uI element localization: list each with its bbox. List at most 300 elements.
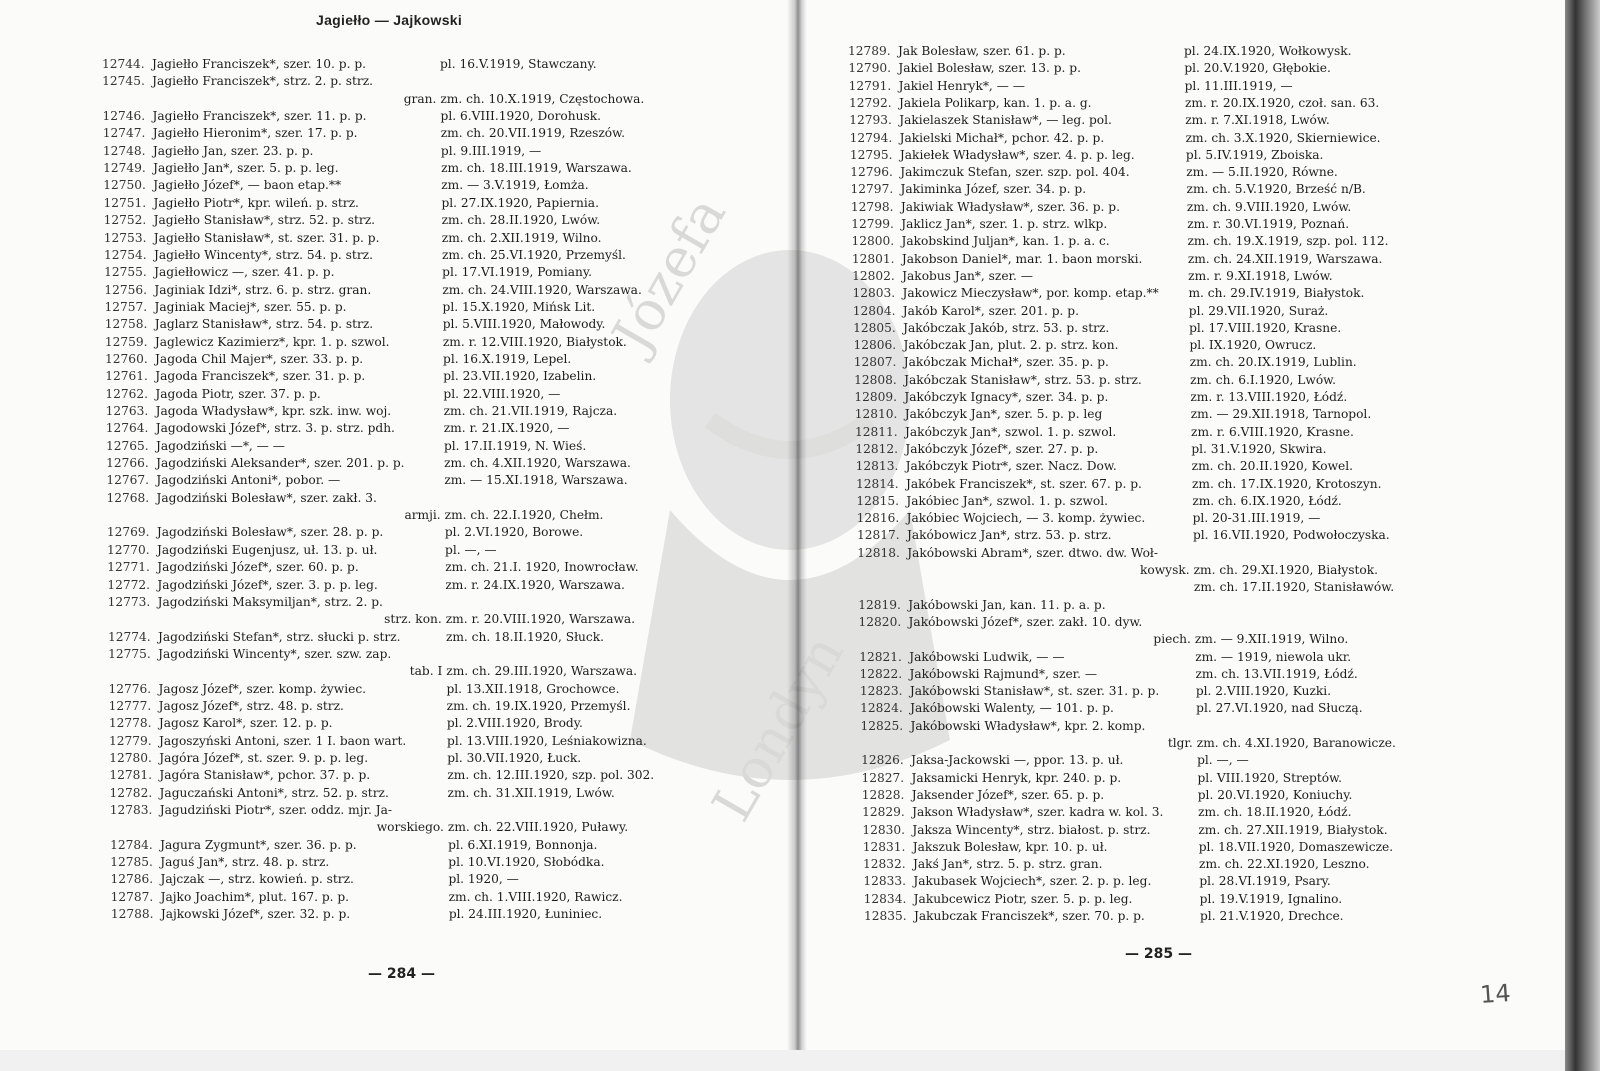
entry-number: 12751. xyxy=(103,195,147,210)
list-item xyxy=(106,472,696,489)
list-item xyxy=(107,524,697,541)
entry-fate: zm. ch. 20.IX.1919, Lublin. xyxy=(1189,355,1357,370)
entry-fate: pl. 27.VI.1920, nad Słuczą. xyxy=(1196,701,1363,716)
entry-fate: zm. ch. 2.XII.1919, Wilno. xyxy=(441,230,602,245)
entry-name: Jagoszyński Antoni, szer. 1 I. baon wart. xyxy=(159,733,407,748)
list-item xyxy=(861,735,1421,752)
list-item xyxy=(106,420,696,437)
entry-continuation: kowysk. xyxy=(1140,563,1190,577)
list-item xyxy=(854,354,1414,371)
list-item xyxy=(108,629,698,646)
entry-number: 12770. xyxy=(107,542,150,557)
list-item xyxy=(106,455,696,472)
entry-fate: pl. 2.VIII.1920, Brody. xyxy=(446,716,583,731)
entry-number: 12752. xyxy=(103,213,147,228)
list-item xyxy=(103,125,693,142)
entry-number: 12777. xyxy=(108,698,152,713)
entry-fate: zm. ch. 1.VIII.1920, Rawicz. xyxy=(448,889,623,904)
list-item xyxy=(105,351,695,368)
entry-fate: pl. 22.VIII.1920, — xyxy=(443,386,561,401)
entry-name: Jagiełło Jan*, szer. 5. p. p. leg. xyxy=(153,161,339,176)
list-item xyxy=(105,299,695,316)
list-item xyxy=(849,95,1409,112)
entry-number: 12797. xyxy=(850,182,894,197)
entry-name: Jagosz Józef*, szer. komp. żywiec. xyxy=(158,681,367,696)
entry-name: Jagiełłowicz —, szer. 41. p. p. xyxy=(154,265,335,280)
entry-fate: zm. ch. 18.III.1919, Warszawa. xyxy=(441,161,632,176)
list-item xyxy=(852,251,1412,268)
entry-number: 12809. xyxy=(854,390,898,404)
entry-fate: zm. ch. 4.XII.1920, Warszawa. xyxy=(444,456,631,471)
entry-number: 12769. xyxy=(106,525,150,540)
entry-number: 12753. xyxy=(103,230,147,245)
entry-name: Jak Bolesław, szer. 61. p. p. xyxy=(898,44,1066,58)
entry-number: 12808. xyxy=(854,372,897,387)
entry-number: 12762. xyxy=(105,386,149,401)
entry-number: 12745. xyxy=(102,74,145,89)
entry-name: Jakóbowski Władysław*, kpr. 2. komp. xyxy=(910,718,1146,733)
entry-fate: zm. — 3.V.1919, Łomża. xyxy=(441,178,589,193)
entry-name: Jakobus Jan*, szer. — xyxy=(902,268,1033,283)
entry-name: Jaksa-Jackowski —, ppor. 13. p. uł. xyxy=(911,753,1124,768)
entry-number: 12775. xyxy=(108,646,151,661)
list-item xyxy=(103,108,693,125)
list-item xyxy=(103,143,693,160)
entry-fate: pl. 5.VIII.1920, Małowody. xyxy=(442,317,606,332)
entry-fate: pl. 2.VI.1920, Borowe. xyxy=(444,525,584,540)
entry-name: Jagosz Karol*, szer. 12. p. p. xyxy=(158,716,333,731)
entry-fate: zm. ch. 24.XII.1919, Warszawa. xyxy=(1187,251,1383,266)
entry-fate: zm. — 9.XII.1919, Wilno. xyxy=(1194,632,1349,647)
list-item xyxy=(861,770,1421,787)
entry-name: Jagiełło Józef*, — baon etap.** xyxy=(153,178,342,193)
entry-fate: pl. 30.VII.1920, Łuck. xyxy=(447,751,582,765)
entry-fate: m. ch. 29.IV.1919, Białystok. xyxy=(1188,286,1365,301)
entry-name: Jakóbek Franciszek*, st. szer. 67. p. p. xyxy=(906,476,1142,491)
list-item xyxy=(110,871,700,888)
entry-number: 12782. xyxy=(109,785,153,800)
list-item xyxy=(859,631,1419,648)
entry-name: Jakubcewicz Piotr, szer. 5. p. p. leg. xyxy=(913,891,1133,906)
entry-fate: zm. — 15.XI.1918, Warszawa. xyxy=(444,473,628,488)
entry-fate: pl. 17.VI.1919, Pomiany. xyxy=(442,265,592,280)
entry-name: Jakś Jan*, strz. 5. p. strz. gran. xyxy=(913,857,1103,872)
entry-number: 12829. xyxy=(862,805,905,820)
entry-fate: zm. r. 7.XI.1918, Lwów. xyxy=(1185,113,1330,128)
entry-number: 12785. xyxy=(110,855,153,870)
entry-fate: zm. ch. 20.VII.1919, Rzeszów. xyxy=(440,126,625,141)
entry-fate: zm. — 5.II.1920, Równe. xyxy=(1186,165,1338,180)
entry-number: 12802. xyxy=(852,268,895,283)
entry-number: 12827. xyxy=(861,770,905,785)
list-item xyxy=(110,837,700,854)
entry-name: Jakson Władysław*, szer. kadra w. kol. 3. xyxy=(912,805,1164,820)
entry-number: 12767. xyxy=(106,473,149,488)
entry-name: Jagodziński Józef*, szer. 3. p. p. leg. xyxy=(157,577,378,592)
entry-name: Jakóbczyk Jan*, szer. 5. p. p. leg xyxy=(904,407,1103,422)
entry-name: Jakiełek Władysław*, szer. 4. p. p. leg. xyxy=(899,147,1135,162)
list-item xyxy=(104,230,694,247)
handwritten-page-mark: 14 xyxy=(1479,978,1512,1010)
entry-fate: zm. — 29.XII.1918, Tarnopol. xyxy=(1190,407,1372,422)
entry-fate: zm. r. 9.XI.1918, Lwów. xyxy=(1188,268,1333,283)
entry-number: 12763. xyxy=(105,404,149,418)
entry-name: Jakóbowski Józef*, szer. zakł. 10. dyw. xyxy=(908,614,1143,629)
entry-fate: zm. r. 12.VIII.1920, Białystok. xyxy=(442,334,627,349)
entry-fate: pl. —, — xyxy=(445,542,497,557)
list-item xyxy=(858,597,1418,614)
entry-fate: zm. ch. 25.VI.1920, Przemyśl. xyxy=(441,247,626,262)
entry-number: 12779. xyxy=(109,733,152,748)
list-item xyxy=(103,195,693,212)
entry-name: Jagura Zygmunt*, szer. 36. p. p. xyxy=(160,837,357,852)
entry-continuation: worskiego. xyxy=(376,820,444,835)
entry-number: 12784. xyxy=(110,837,153,852)
entry-number: 12761. xyxy=(105,369,148,384)
entry-number: 12786. xyxy=(110,872,154,887)
entry-number: 12810. xyxy=(854,407,898,422)
entry-fate: pl. 6.VIII.1920, Dorohusk. xyxy=(440,109,601,124)
list-item xyxy=(856,458,1416,475)
entry-number: 12758. xyxy=(104,317,148,332)
list-item xyxy=(856,476,1416,493)
entry-fate: zm. ch. 22.VIII.1920, Puławy. xyxy=(447,820,629,835)
entry-number: 12794. xyxy=(849,130,893,145)
entry-fate: pl. 5.IV.1919, Zboiska. xyxy=(1185,147,1324,162)
entry-fate: zm. ch. 18.II.1920, Słuck. xyxy=(445,629,604,644)
entry-fate: zm. ch. 19.X.1919, szp. pol. 112. xyxy=(1187,234,1389,249)
list-item xyxy=(852,285,1412,302)
entry-fate: pl. 1920, — xyxy=(448,872,519,887)
entry-fate: pl. 11.III.1919, — xyxy=(1184,78,1293,93)
entry-name: Jakóbczak Jakób, strz. 53. p. strz. xyxy=(903,320,1110,335)
list-item xyxy=(860,666,1420,683)
entry-number: 12818. xyxy=(857,545,900,560)
entry-fate: zm. ch. 28.II.1920, Lwów. xyxy=(441,213,601,228)
list-item xyxy=(860,683,1420,700)
list-item xyxy=(853,320,1413,337)
entry-name: Jakóbczak Stanisław*, strz. 53. p. strz. xyxy=(904,372,1142,387)
list-item xyxy=(104,282,694,299)
list-item xyxy=(863,856,1423,873)
entry-name: Jakóbiec Jan*, szwol. 1. p. szwol. xyxy=(906,493,1109,508)
entry-number: 12820. xyxy=(858,614,902,629)
entry-fate: pl. 9.III.1919, — xyxy=(440,143,542,158)
entry-number: 12833. xyxy=(863,874,907,889)
entry-number: 12773. xyxy=(107,594,151,609)
entry-name: Jakubczak Franciszek*, szer. 70. p. p. xyxy=(914,909,1145,923)
entry-fate: zm. ch. 20.II.1920, Kowel. xyxy=(1191,459,1354,474)
book-gutter xyxy=(787,0,807,1050)
list-item xyxy=(104,247,694,264)
entry-name: Jaguczański Antoni*, strz. 52. p. strz. xyxy=(159,785,389,800)
entry-number: 12804. xyxy=(852,303,896,318)
entry-number: 12781. xyxy=(109,768,153,783)
entry-number: 12826. xyxy=(861,753,904,768)
entry-number: 12816. xyxy=(856,511,900,526)
entry-fate: zm. — 1919, niewola ukr. xyxy=(1195,649,1352,664)
entry-fate: pl. 6.XI.1919, Bonnonja. xyxy=(448,837,598,852)
list-item xyxy=(862,822,1422,839)
entry-fate: pl. 21.V.1920, Drechce. xyxy=(1200,909,1344,923)
entry-fate: pl. 10.VI.1920, Słobódka. xyxy=(448,855,605,870)
entry-number: 12756. xyxy=(104,282,147,297)
list-item xyxy=(859,649,1419,666)
entry-name: Jakubasek Wojciech*, szer. 2. p. p. leg. xyxy=(913,874,1152,889)
list-item xyxy=(860,700,1420,717)
entry-fate: zm. ch. 6.I.1920, Lwów. xyxy=(1190,372,1337,387)
list-item xyxy=(857,510,1417,527)
list-item xyxy=(855,406,1415,423)
page-number-right: — 285 — xyxy=(1125,946,1192,962)
entry-fate: pl. 17.II.1919, N. Wieś. xyxy=(443,438,587,453)
entry-fate: zm. ch. 29.XI.1920, Białystok. xyxy=(1193,563,1378,577)
entry-name: Jajkowski Józef*, szer. 32. p. p. xyxy=(160,907,351,922)
entry-fate: pl. 31.V.1920, Skwira. xyxy=(1191,441,1327,456)
entry-number: 12824. xyxy=(860,701,903,716)
entry-number: 12830. xyxy=(862,822,906,837)
entry-number: 12796. xyxy=(850,165,893,180)
list-item xyxy=(102,56,692,73)
entry-number: 12811. xyxy=(855,424,898,439)
entry-fate: zm. ch. 9.VIII.1920, Lwów. xyxy=(1186,199,1352,214)
entry-number: 12750. xyxy=(103,178,146,193)
entry-number: 12793. xyxy=(849,113,892,128)
list-item xyxy=(111,889,701,906)
entry-number: 12748. xyxy=(102,143,146,158)
list-item xyxy=(850,130,1410,147)
list-item xyxy=(857,527,1417,544)
entry-number: 12819. xyxy=(858,597,901,612)
entry-name: Jagiełło Stanisław*, st. szer. 31. p. p. xyxy=(153,230,380,245)
entry-name: Jakóbczyk Ignacy*, szer. 34. p. p. xyxy=(904,390,1109,404)
entry-name: Jagodziński Antoni*, pobor. — xyxy=(156,473,341,488)
entry-fate: pl. 18.VII.1920, Domaszewicze. xyxy=(1198,839,1394,854)
entry-number: 12780. xyxy=(109,751,152,765)
entry-fate: pl. 24.III.1920, Łuniniec. xyxy=(448,907,603,922)
list-item xyxy=(852,233,1412,250)
entry-fate: zm. ch. 12.III.1920, szp. pol. 302. xyxy=(447,768,655,783)
entry-name: Jagiełło Franciszek*, szer. 11. p. p. xyxy=(152,109,367,124)
entry-continuation: strz. kon. xyxy=(384,612,442,627)
entry-name: Jagodziński Bolesław*, szer. 28. p. p. xyxy=(156,525,384,540)
list-item xyxy=(856,493,1416,510)
entry-fate: pl. 16.VII.1920, Podwołoczyska. xyxy=(1192,528,1390,543)
entry-number: 12805. xyxy=(853,320,896,335)
entry-fate: zm. ch. 5.V.1920, Brześć n/B. xyxy=(1186,182,1366,197)
entry-name: Jaglewicz Kazimierz*, kpr. 1. p. szwol. xyxy=(154,334,390,349)
entry-number: 12828. xyxy=(861,787,905,802)
entry-name: Jagoda Chil Majer*, szer. 33. p. p. xyxy=(155,351,364,366)
list-item xyxy=(852,268,1412,285)
list-item xyxy=(849,78,1409,95)
list-item xyxy=(857,545,1417,562)
list-item xyxy=(863,873,1423,890)
page-header: Jagiełło — Jajkowski xyxy=(316,12,463,28)
list-item xyxy=(848,60,1408,77)
entry-name: Jakielaszek Stanisław*, — leg. pol. xyxy=(899,113,1112,128)
entry-name: Jagoda Władysław*, kpr. szk. inw. woj. xyxy=(155,404,392,418)
entry-name: Jakóbowski Abram*, szer. dtwo. dw. Woł- xyxy=(907,545,1158,560)
entry-number: 12774. xyxy=(107,629,151,644)
entry-number: 12766. xyxy=(106,456,149,471)
entry-name: Jagodziński Stefan*, strz. słucki p. strz. xyxy=(157,629,401,644)
list-item xyxy=(109,698,699,715)
list-item xyxy=(108,594,698,611)
entry-fate: pl. 28.VI.1919, Psary. xyxy=(1199,874,1331,889)
list-item xyxy=(864,891,1424,908)
entry-number: 12815. xyxy=(856,493,899,508)
entry-fate: zm. ch. 24.VIII.1920, Warszawa. xyxy=(442,282,642,297)
entry-fate: zm. ch. 27.XII.1919, Białystok. xyxy=(1198,822,1388,837)
list-item xyxy=(105,334,695,351)
entry-fate: pl. 13.VIII.1920, Leśniakowizna. xyxy=(447,733,647,748)
entry-number: 12749. xyxy=(103,161,146,176)
list-item xyxy=(103,177,693,194)
list-item xyxy=(851,216,1411,233)
list-item xyxy=(855,441,1415,458)
entry-name: Jagiełło Stanisław*, strz. 52. p. strz. xyxy=(153,213,376,228)
entry-number: 12798. xyxy=(850,199,894,214)
entry-fate: pl. VIII.1920, Streptów. xyxy=(1197,770,1342,785)
entry-name: Jaksender Józef*, szer. 65. p. p. xyxy=(911,787,1105,802)
entry-fate: zm. ch. 17.IX.1920, Krotoszyn. xyxy=(1192,476,1382,491)
entry-name: Jagodziński Aleksander*, szer. 201. p. p. xyxy=(156,456,405,471)
entry-fate: zm. ch. 17.II.1920, Stanisławów. xyxy=(1193,580,1395,595)
list-item xyxy=(864,908,1424,925)
entry-number: 12817. xyxy=(856,528,900,543)
list-item xyxy=(110,785,700,802)
entry-name: Jakóbowski Stanisław*, st. szer. 31. p. p. xyxy=(909,684,1160,699)
entry-fate: pl. IX.1920, Owrucz. xyxy=(1189,338,1317,353)
scan-bottom-margin xyxy=(0,1050,1565,1071)
entry-fate: pl. 13.XII.1918, Grochowce. xyxy=(446,681,620,696)
entry-name: Jagodziński —*, — — xyxy=(155,438,285,453)
entry-continuation: armji. xyxy=(404,508,441,523)
entry-name: Jakóbowicz Jan*, strz. 53. p. strz. xyxy=(906,528,1112,543)
entry-name: Jagiełło Jan, szer. 23. p. p. xyxy=(152,143,314,158)
entry-fate: pl. 16.V.1919, Stawczany. xyxy=(440,57,597,71)
entry-number: 12799. xyxy=(851,217,894,231)
entry-name: Jaginiak Maciej*, szer. 55. p. p. xyxy=(154,299,347,314)
entry-fate: zm. ch. 3.X.1920, Skierniewice. xyxy=(1185,130,1381,145)
entry-number: 12823. xyxy=(859,684,903,699)
entry-fate: zm. r. 21.IX.1920, — xyxy=(443,421,570,436)
entry-name: Jaksamicki Henryk, kpr. 240. p. p. xyxy=(911,770,1122,785)
entry-name: Jaklicz Jan*, szer. 1. p. strz. wlkp. xyxy=(901,217,1108,231)
entry-name: Jagoda Piotr, szer. 37. p. p. xyxy=(155,386,321,401)
entry-name: Jakobson Daniel*, mar. 1. baon morski. xyxy=(901,251,1143,266)
entry-fate: zm. ch. 18.II.1920, Łódź. xyxy=(1198,805,1352,820)
entry-name: Jagodowski Józef*, strz. 3. p. strz. pdh. xyxy=(155,421,395,436)
entry-fate: zm. r. 24.IX.1920, Warszawa. xyxy=(445,577,625,592)
entry-name: Jagudziński Piotr*, szer. oddz. mjr. Ja- xyxy=(159,803,392,818)
list-item xyxy=(109,750,699,767)
entry-name: Jakiwiak Władysław*, szer. 36. p. p. xyxy=(900,199,1120,214)
list-item xyxy=(859,614,1419,631)
entry-number: 12757. xyxy=(104,299,148,314)
entry-fate: zm. ch. 31.XII.1919, Lwów. xyxy=(447,785,615,800)
entry-name: Jagiełło Wincenty*, strz. 54. p. strz. xyxy=(153,247,373,262)
entry-number: 12792. xyxy=(848,95,892,110)
entry-number: 12768. xyxy=(106,490,150,505)
list-item xyxy=(105,368,695,385)
list-item xyxy=(108,611,698,628)
entry-name: Jakiela Polikarp, kan. 1. p. a. g. xyxy=(898,95,1092,110)
list-item xyxy=(107,490,697,507)
entry-number: 12803. xyxy=(852,286,896,301)
list-item xyxy=(853,303,1413,320)
entry-fate: zm. ch. 22.I.1920, Chełm. xyxy=(444,508,604,523)
list-item xyxy=(108,663,698,680)
entry-fate: zm. ch. 21.VII.1919, Rajcza. xyxy=(443,404,618,418)
entry-number: 12834. xyxy=(863,891,907,906)
entry-number: 12788. xyxy=(110,907,154,922)
list-item xyxy=(858,579,1418,596)
entry-number: 12791. xyxy=(848,78,892,93)
entry-number: 12821. xyxy=(859,649,902,664)
entry-name: Jakób Karol*, szer. 201. p. p. xyxy=(902,303,1079,318)
entry-name: Jaginiak Idzi*, strz. 6. p. strz. gran. xyxy=(154,282,372,297)
list-item xyxy=(102,73,692,90)
entry-fate: pl. 2.VIII.1920, Kuzki. xyxy=(1195,684,1332,699)
entry-number: 12801. xyxy=(851,251,895,266)
entry-number: 12812. xyxy=(855,441,899,456)
entry-fate: pl. 23.VII.1920, Izabelin. xyxy=(443,369,597,384)
entry-number: 12814. xyxy=(856,476,899,491)
entry-number: 12790. xyxy=(848,61,891,76)
entry-fate: zm. ch. 4.XI.1920, Baranowicze. xyxy=(1196,736,1396,750)
entry-name: Jakiel Bolesław, szer. 13. p. p. xyxy=(898,61,1081,76)
entry-number: 12813. xyxy=(855,459,899,474)
entry-name: Jakszuk Bolesław, kpr. 10. p. uł. xyxy=(912,839,1108,854)
list-item xyxy=(849,112,1409,129)
entry-name: Jakiel Henryk*, — — xyxy=(898,78,1025,93)
entry-name: Jakielski Michał*, pchor. 42. p. p. xyxy=(899,130,1105,145)
entry-number: 12755. xyxy=(104,265,147,280)
entry-number: 12760. xyxy=(105,351,148,366)
entry-name: Jakóbowski Jan, kan. 11. p. a. p. xyxy=(908,597,1106,612)
list-item xyxy=(107,559,697,576)
entry-name: Jakobskind Juljan*, kan. 1. p. a. c. xyxy=(901,234,1110,249)
entry-fate: zm. r. 30.VI.1919, Poznań. xyxy=(1187,217,1350,231)
entry-fate: pl. —, — xyxy=(1197,753,1249,768)
entry-number: 12776. xyxy=(108,681,152,696)
list-item xyxy=(850,147,1410,164)
list-item xyxy=(853,337,1413,354)
list-item xyxy=(108,646,698,663)
entry-number: 12795. xyxy=(849,147,893,162)
entry-name: Jagodziński Józef*, szer. 60. p. p. xyxy=(157,560,359,575)
list-item xyxy=(862,787,1422,804)
entry-name: Jaglarz Stanisław*, strz. 54. p. strz. xyxy=(154,317,374,332)
entry-continuation: gran. xyxy=(403,91,437,106)
entry-fate: zm. r. 20.IX.1920, czoł. san. 63. xyxy=(1184,95,1380,110)
entry-fate: zm. ch. 22.XI.1920, Leszno. xyxy=(1199,857,1370,872)
entry-number: 12754. xyxy=(103,247,147,262)
entry-continuation: tab. I xyxy=(409,664,443,679)
entry-fate: pl. 17.VIII.1920, Krasne. xyxy=(1189,320,1342,335)
entry-name: Jakóbiec Wojciech, — 3. komp. żywiec. xyxy=(906,511,1146,526)
entry-number: 12825. xyxy=(860,718,904,733)
list-item xyxy=(863,839,1423,856)
entry-name: Jakóbowski Rajmund*, szer. — xyxy=(909,666,1098,681)
list-item xyxy=(854,389,1414,406)
entry-name: Jakóbczyk Jan*, szwol. 1. p. szwol. xyxy=(905,424,1117,439)
entry-fate: zm. ch. 29.III.1920, Warszawa. xyxy=(446,664,637,679)
entry-fate: pl. 20-31.III.1919, — xyxy=(1192,511,1321,526)
list-item xyxy=(851,181,1411,198)
